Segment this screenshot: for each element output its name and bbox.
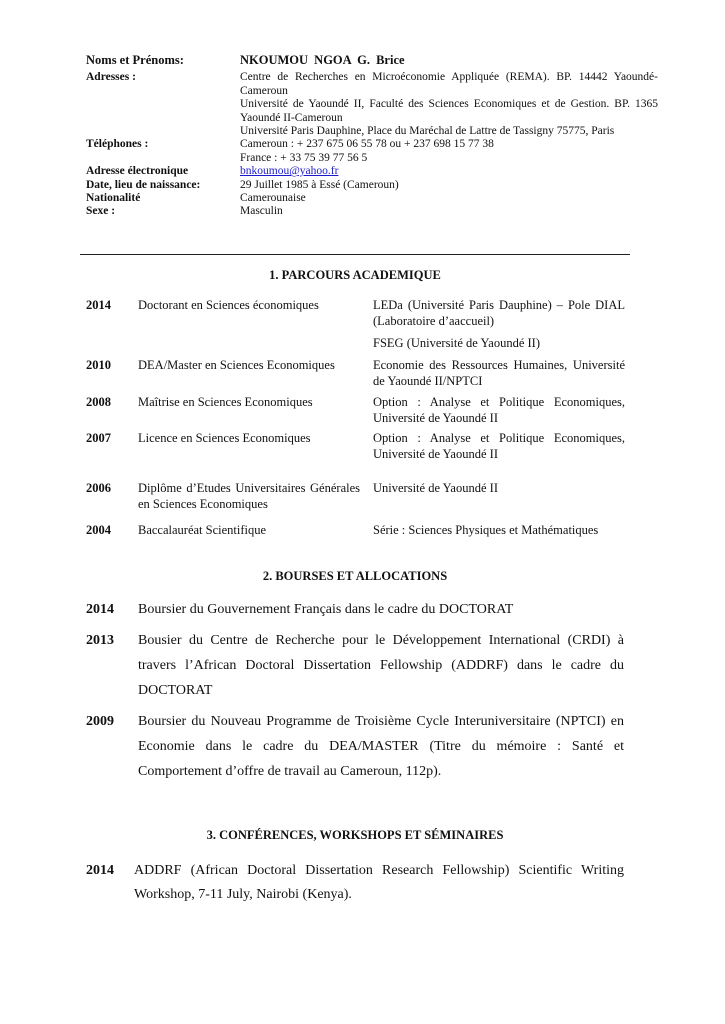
sex-row bbox=[86, 205, 658, 218]
email-row bbox=[86, 165, 658, 178]
name-label: Noms et Prénoms: bbox=[86, 53, 184, 67]
scholarship-text: Boursier du Gouvernement Français dans le cadre du DOCTORAT bbox=[138, 602, 514, 617]
academic-degree: DEA/Master en Sciences Economiques bbox=[138, 358, 335, 372]
academic-degree: Doctorant en Sciences économiques bbox=[138, 298, 319, 312]
conference-year: 2014 bbox=[86, 863, 114, 878]
sex-value: Masculin bbox=[240, 205, 283, 218]
phone-label: Téléphones : bbox=[86, 138, 149, 151]
scholarship-year: 2014 bbox=[86, 602, 114, 617]
address-line: Université de Yaoundé II, Faculté des Sciences Economiques et de Gestion. BP. 1365 Yaoundé II-Cameroun bbox=[240, 98, 658, 124]
academic-row bbox=[86, 430, 626, 462]
academic-place: Série : Sciences Physiques et Mathématiques bbox=[373, 523, 599, 537]
address-label: Adresses : bbox=[86, 71, 136, 84]
nationality-value: Camerounaise bbox=[240, 192, 306, 205]
academic-place: LEDa (Université Paris Dauphine) – Pole DIAL (Laboratoire d’aaccueil) bbox=[373, 298, 625, 328]
scholarship-row bbox=[86, 597, 624, 622]
academic-row bbox=[86, 522, 626, 538]
scholarship-row bbox=[86, 628, 624, 703]
conference-text: ADDRF (African Doctoral Dissertation Research Fellowship) Scientific Writing Workshop, 7-11 July, Nairobi (Kenya). bbox=[134, 863, 624, 902]
academic-place: Option : Analyse et Politique Economiques, Université de Yaoundé II bbox=[373, 431, 625, 461]
scholarship-text: Bousier du Centre de Recherche pour le Développement International (CRDI) à travers l’African Doctoral Dissertation Fellowship (ADDRF) dans le cadre du DOCTORAT bbox=[138, 633, 624, 698]
academic-year: 2007 bbox=[86, 431, 111, 445]
identity-block bbox=[86, 54, 658, 219]
scholarship-year: 2009 bbox=[86, 714, 114, 729]
academic-year: 2014 bbox=[86, 298, 111, 312]
academic-row bbox=[86, 357, 626, 389]
academic-degree: Baccalauréat Scientifique bbox=[138, 523, 267, 537]
conference-row bbox=[86, 859, 624, 907]
academic-row bbox=[86, 480, 626, 512]
academic-place: FSEG (Université de Yaoundé II) bbox=[373, 336, 540, 350]
academic-year: 2008 bbox=[86, 395, 111, 409]
academic-place: Université de Yaoundé II bbox=[373, 481, 498, 495]
academic-row bbox=[86, 297, 626, 351]
sex-label: Sexe : bbox=[86, 205, 116, 218]
academic-place: Option : Analyse et Politique Economiques, Université de Yaoundé II bbox=[373, 395, 625, 425]
address-line: Centre de Recherches en Microéconomie Appliquée (REMA). BP. 14442 Yaoundé-Cameroun bbox=[240, 71, 658, 97]
email-link[interactable]: bnkoumou@yahoo.fr bbox=[240, 165, 339, 178]
section-title-bourses: 2. BOURSES ET ALLOCATIONS bbox=[262, 569, 448, 583]
academic-year: 2006 bbox=[86, 481, 111, 495]
nationality-label: Nationalité bbox=[86, 192, 141, 205]
birth-value: 29 Juillet 1985 à Essé (Cameroun) bbox=[240, 178, 399, 191]
address-row bbox=[86, 71, 658, 138]
scholarship-row bbox=[86, 709, 624, 784]
name-value: NKOUMOU NGOA G. Brice bbox=[240, 53, 405, 67]
phone-line: Cameroun : + 237 675 06 55 78 ou + 237 698 15 77 38 bbox=[240, 138, 494, 151]
section-title-parcours: 1. PARCOURS ACADEMIQUE bbox=[269, 268, 441, 282]
academic-place: Economie des Ressources Humaines, Université de Yaoundé II/NPTCI bbox=[373, 358, 625, 388]
academic-row bbox=[86, 394, 626, 426]
scholarship-year: 2013 bbox=[86, 633, 114, 648]
academic-degree: Licence en Sciences Economiques bbox=[138, 431, 311, 445]
academic-degree: Maîtrise en Sciences Economiques bbox=[138, 395, 313, 409]
academic-year: 2004 bbox=[86, 523, 111, 537]
academic-year: 2010 bbox=[86, 358, 111, 372]
nationality-row bbox=[86, 192, 658, 205]
birth-label: Date, lieu de naissance: bbox=[86, 178, 201, 191]
name-row bbox=[86, 54, 658, 67]
phone-line: France : + 33 75 39 77 56 5 bbox=[240, 151, 368, 164]
phone-row bbox=[86, 138, 658, 165]
scholarship-text: Boursier du Nouveau Programme de Troisième Cycle Interuniversitaire (NPTCI) en Economie dans le cadre du DEA/MASTER (Titre du mémoire : Santé et Comportement d’offre de travail au Cameroun, 112p). bbox=[138, 714, 624, 779]
birth-row bbox=[86, 179, 658, 192]
address-line: Université Paris Dauphine, Place du Maréchal de Lattre de Tassigny 75775, Paris bbox=[240, 125, 615, 138]
academic-degree: Diplôme d’Etudes Universitaires Générales en Sciences Economiques bbox=[138, 481, 360, 511]
email-label: Adresse électronique bbox=[86, 165, 189, 178]
horizontal-divider bbox=[80, 254, 630, 255]
section-title-conferences: 3. CONFÉRENCES, WORKSHOPS ET SÉMINAIRES bbox=[206, 828, 504, 842]
